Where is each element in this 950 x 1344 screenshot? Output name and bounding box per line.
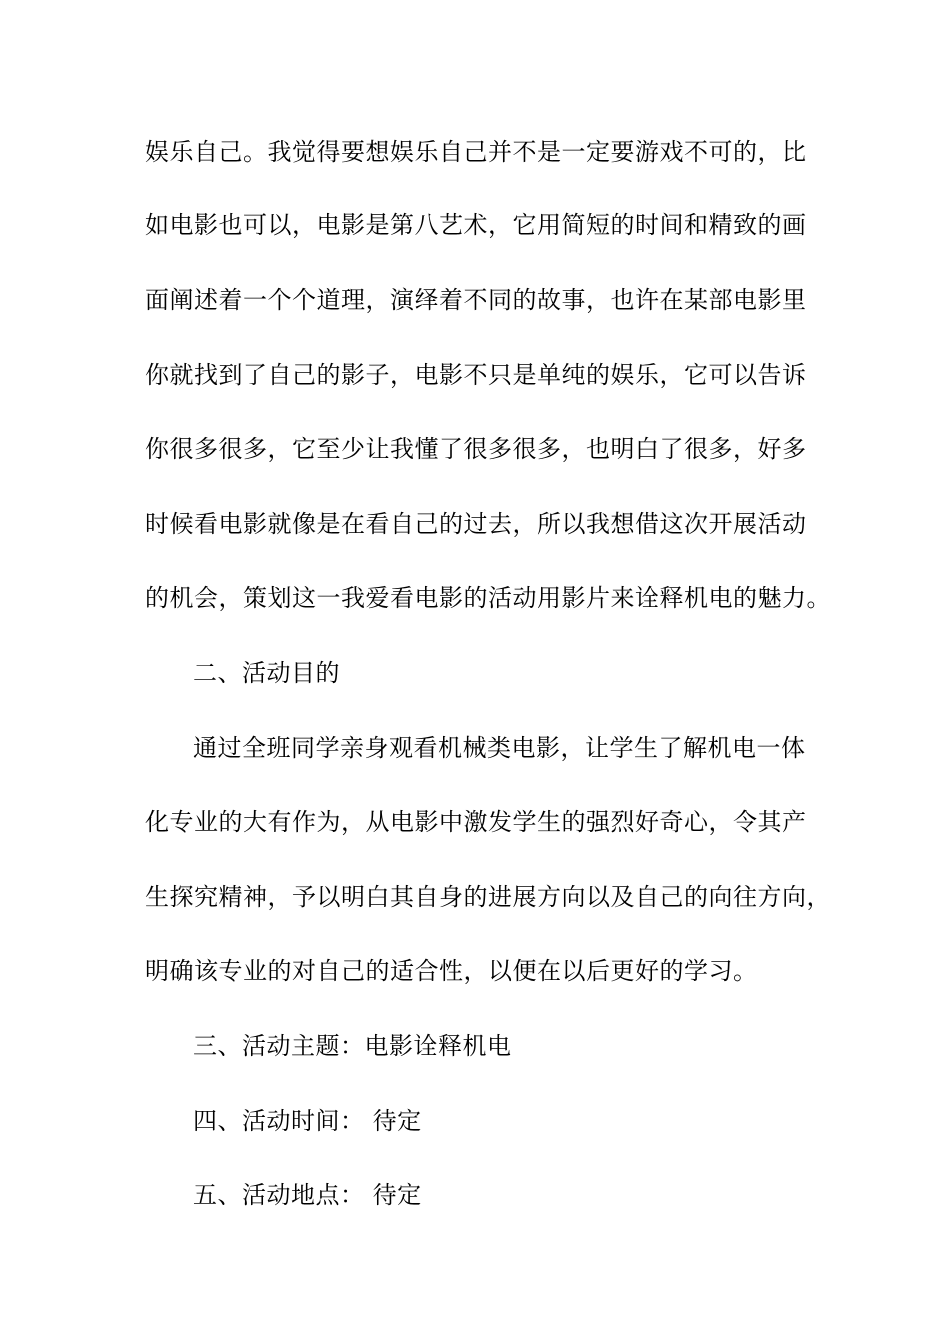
paragraph-line: 时候看电影就像是在看自己的过去，所以我想借这次开展活动 xyxy=(145,510,807,538)
section-heading-theme: 三、活动主题：电影诠释机电 xyxy=(193,1032,512,1060)
paragraph-line: 如电影也可以，电影是第八艺术，它用简短的时间和精致的画 xyxy=(145,211,807,239)
section-heading-purpose: 二、活动目的 xyxy=(193,659,340,687)
paragraph-line: 面阐述着一个个道理，演绎着不同的故事，也许在某部电影里 xyxy=(145,286,807,314)
paragraph-line: 明确该专业的对自己的适合性，以便在以后更好的学习。 xyxy=(145,957,758,985)
paragraph-line: 你很多很多，它至少让我懂了很多很多，也明白了很多，好多 xyxy=(145,435,807,463)
paragraph-line: 你就找到了自己的影子，电影不只是单纯的娱乐，它可以告诉 xyxy=(145,361,807,389)
section-heading-time: 四、活动时间： 待定 xyxy=(193,1107,422,1135)
paragraph-line: 娱乐自己。我觉得要想娱乐自己并不是一定要游戏不可的，比 xyxy=(145,138,807,166)
paragraph-line: 生探究精神，予以明白其自身的进展方向以及自己的向往方向， xyxy=(145,883,831,911)
section-heading-location: 五、活动地点： 待定 xyxy=(193,1181,422,1209)
paragraph-line: 化专业的大有作为，从电影中激发学生的强烈好奇心，令其产 xyxy=(145,808,807,836)
paragraph-line: 的机会，策划这一我爱看电影的活动用影片来诠释机电的魅力。 xyxy=(145,584,831,612)
paragraph-line: 通过全班同学亲身观看机械类电影，让学生了解机电一体 xyxy=(193,734,806,762)
